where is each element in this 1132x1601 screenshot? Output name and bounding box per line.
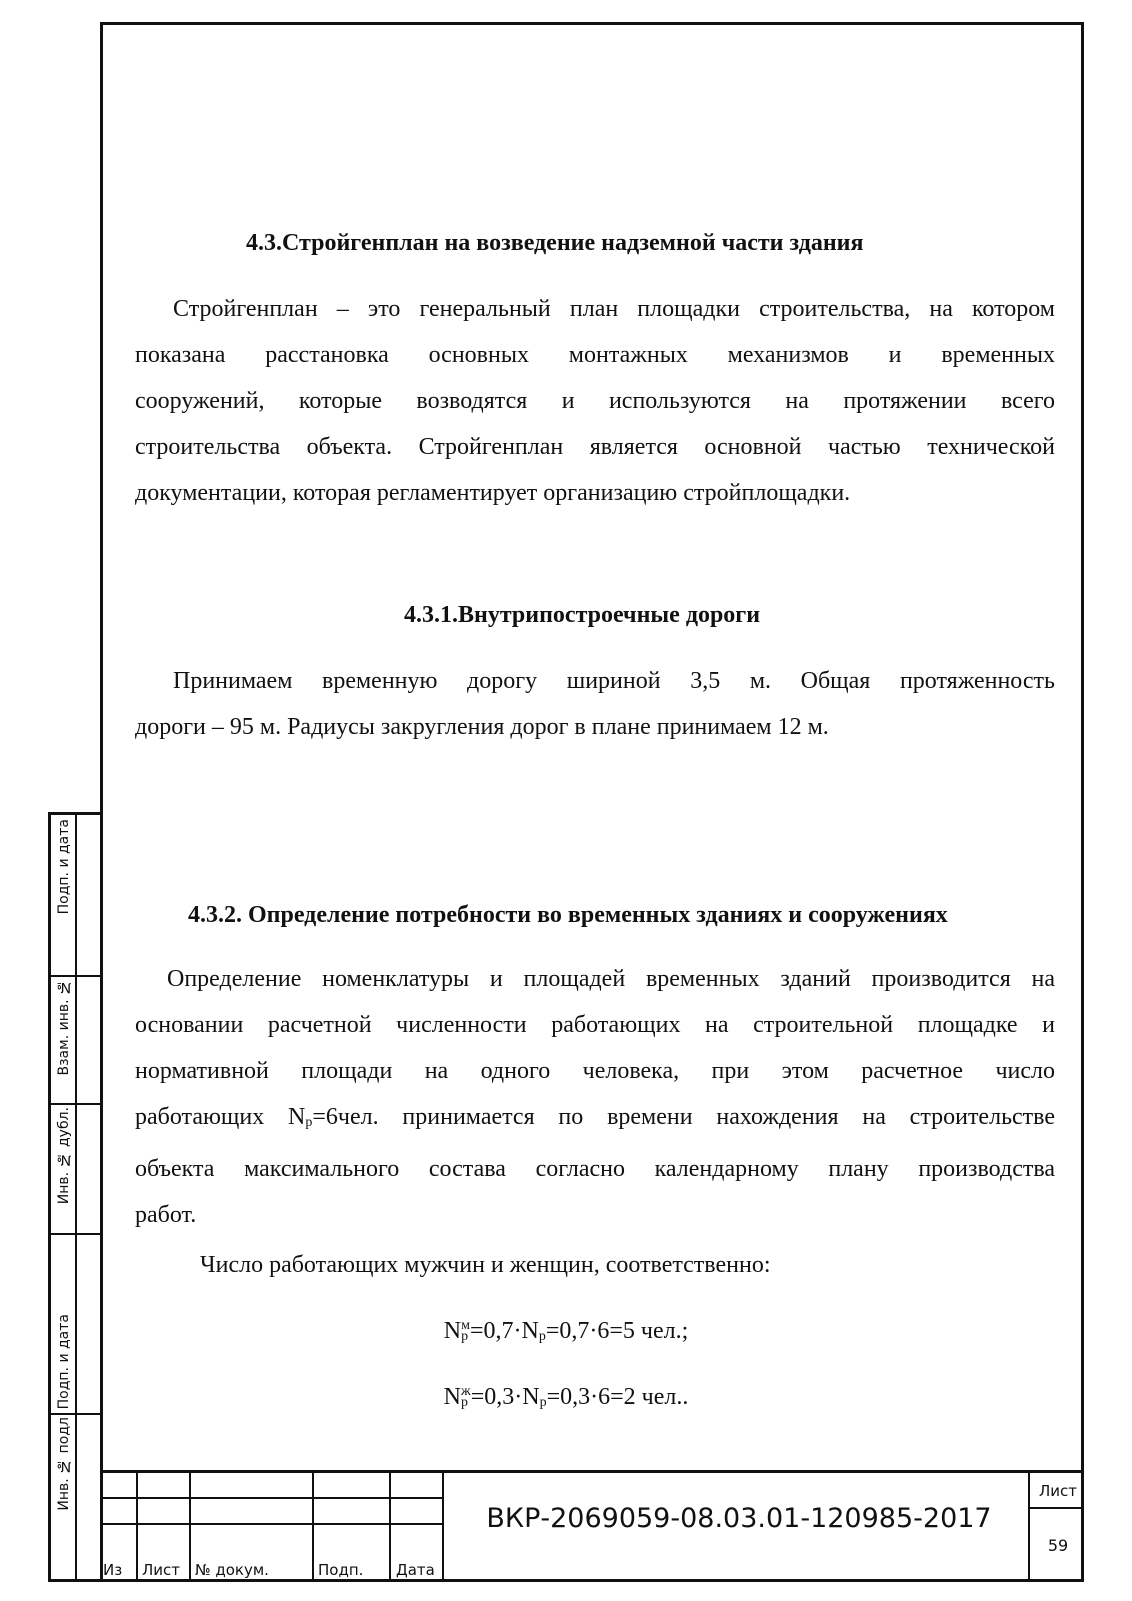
text-line: Определение номенклатуры и площадей временных зданий производится на [167,966,1055,992]
section-heading-4-3: 4.3.Стройгенплан на возведение надземной части здания [246,230,864,256]
section-heading-4-3-1: 4.3.1.Внутрипостроечные дороги [404,602,761,628]
sheet-label: Лист [1038,1482,1077,1500]
text-line: Принимаем временную дорогу шириной 3,5 м. Общая протяженность [173,668,1055,694]
text-line: показана расстановка основных монтажных механизмов и временных [135,342,1055,368]
divider [100,1497,444,1499]
superscript: ж [461,1384,471,1399]
formula-women [0,1384,1132,1411]
section-4-3-1-paragraph [135,658,1055,750]
text-line: Стройгенплан – это генеральный план площадки строительства, на котором [173,296,1055,322]
divider [51,1233,100,1235]
section-heading-4-3-2: 4.3.2. Определение потребности во временных зданиях и сооружениях [188,902,948,928]
formula-text: =0,3·6=2 чел.. [546,1384,689,1410]
document-code: ВКР-2069059-08.03.01-120985-2017 [486,1502,992,1534]
divider [189,1473,191,1582]
text-line: сооружений, которые возводятся и используются на протяжении всего [135,388,1055,414]
divider [389,1473,391,1582]
text-line [135,1094,1055,1146]
side-label-dup-inv: Инв. № дубл. [56,1107,72,1205]
formula-text: =0,3·N [470,1384,540,1410]
sheet-number: 59 [1047,1535,1069,1555]
text-line: объекта максимального состава согласно календарному плану производства [135,1156,1055,1182]
section-4-3-paragraph [135,286,1055,516]
side-label-sign-date-2: Подп. и дата [56,1313,72,1409]
workers-intro: Число работающих мужчин и женщин, соответственно: [200,1252,771,1278]
side-label-sign-date: Подп. и дата [56,819,72,915]
divider [51,1103,100,1105]
text-line: дороги – 95 м. Радиусы закругления дорог в плане принимаем 12 м. [135,714,829,740]
formula-symbol: N [443,1318,462,1344]
text-line: документации, которая регламентирует организацию стройплощадки. [135,480,851,506]
divider [136,1473,138,1582]
section-4-3-2-paragraph [135,956,1055,1238]
subscript: р [461,1329,469,1344]
column-label-date: Дата [396,1561,435,1579]
formula-text: =0,7·N [469,1318,539,1344]
text-fragment: работающих N [135,1104,306,1130]
subscript: р [305,1115,313,1130]
subscript: р [538,1329,546,1344]
column-label-sheet: Лист [142,1561,181,1579]
subscript: р [539,1395,547,1410]
text-line: строительства объекта. Стройгенплан является основной частью технической [135,434,1055,460]
divider [100,1523,444,1525]
text-line: нормативной площади на одного человека, при этом расчетное число [135,1058,1055,1084]
divider [1028,1507,1084,1509]
divider [442,1473,444,1582]
divider [51,1413,100,1415]
text-line: основании расчетной численности работающих на строительной площадке и [135,1012,1055,1038]
column-label-change: Из [103,1561,123,1579]
divider [312,1473,314,1582]
side-label-orig-inv: Инв. № подл [56,1417,72,1511]
side-label-replace-inv: Взам. инв. № [56,979,72,1076]
formula-men [0,1318,1132,1345]
side-stamp [48,812,100,1582]
subscript: р [461,1395,469,1410]
divider [51,975,100,977]
superscript: м [461,1318,470,1333]
column-label-signature: Подп. [318,1561,364,1579]
formula-symbol: N [443,1384,462,1410]
column-label-doc-number: № докум. [195,1561,269,1579]
text-fragment: =6чел. принимается по времени нахождения на строительстве [312,1104,1055,1130]
formula-text: =0,7·6=5 чел.; [545,1318,689,1344]
text-line: работ. [135,1202,197,1228]
